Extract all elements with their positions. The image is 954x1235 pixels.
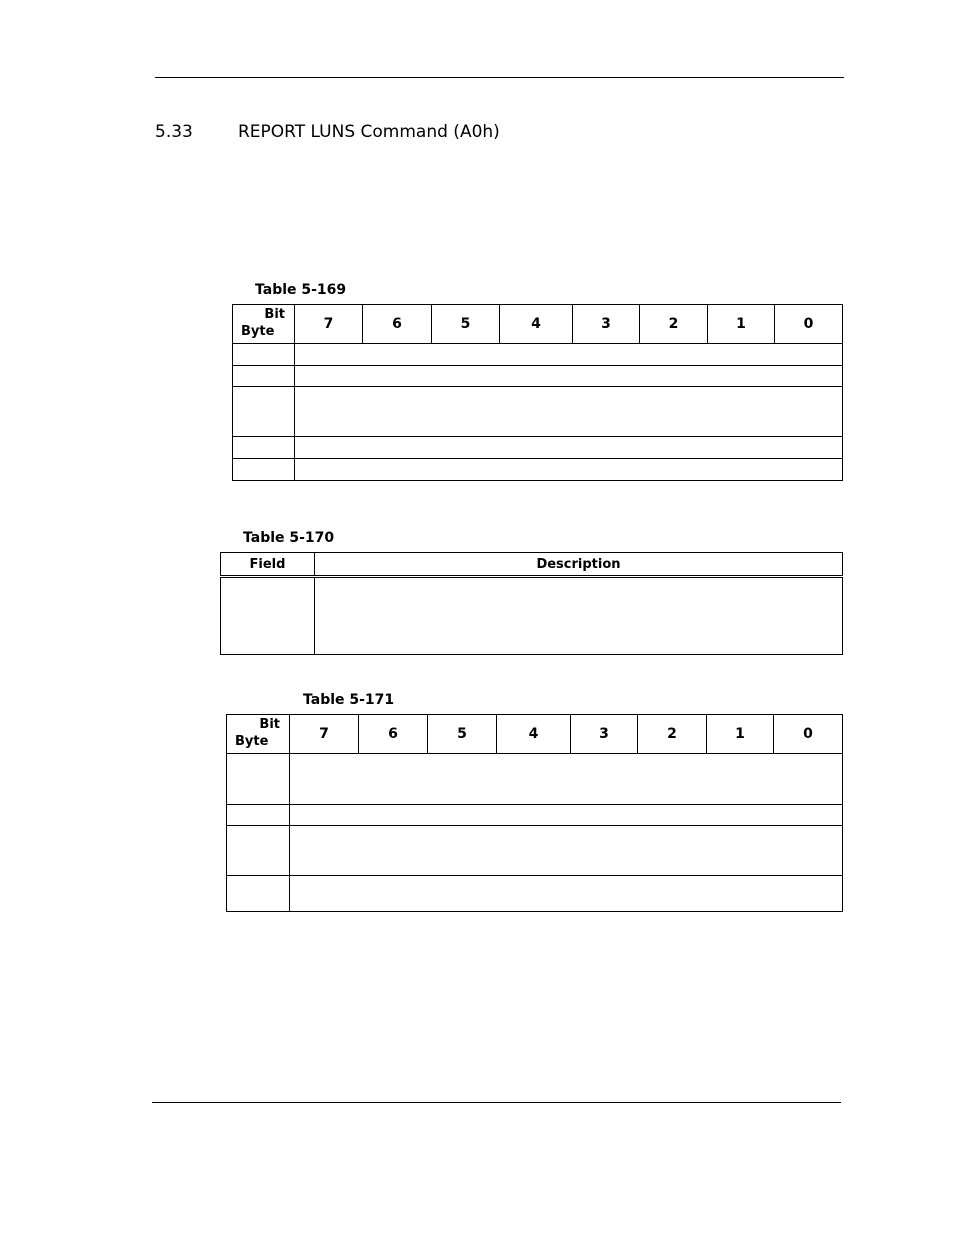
header-rule xyxy=(155,77,844,78)
table-row xyxy=(233,437,843,459)
bit-5-header: 5 xyxy=(428,715,497,754)
field-cell xyxy=(295,366,843,387)
table-171-caption: Table 5-171 xyxy=(303,692,395,708)
table-row xyxy=(227,805,843,826)
table-row xyxy=(233,387,843,437)
bit-byte-cell xyxy=(227,715,290,754)
bit-6-header: 6 xyxy=(359,715,428,754)
field-cell xyxy=(221,577,315,655)
section-number: 5.33 xyxy=(155,122,193,142)
field-cell xyxy=(290,826,843,876)
bit-4-header: 4 xyxy=(500,305,573,344)
field-cell xyxy=(295,387,843,437)
table-row xyxy=(233,459,843,481)
bit-7-header: 7 xyxy=(290,715,359,754)
byte-cell xyxy=(227,805,290,826)
table-row xyxy=(233,366,843,387)
byte-label: Byte xyxy=(235,734,269,749)
description-cell xyxy=(315,577,843,655)
table-row xyxy=(227,826,843,876)
bit-0-header: 0 xyxy=(775,305,843,344)
section-heading xyxy=(155,120,500,144)
footer-rule xyxy=(152,1102,841,1103)
bit-3-header: 3 xyxy=(571,715,638,754)
bit-label: Bit xyxy=(259,717,280,732)
description-header: Description xyxy=(315,553,843,577)
field-cell xyxy=(290,876,843,912)
field-cell xyxy=(290,805,843,826)
bit-7-header: 7 xyxy=(295,305,363,344)
table-169-header-row xyxy=(233,305,843,344)
field-cell xyxy=(295,344,843,366)
bit-0-header: 0 xyxy=(774,715,843,754)
byte-label: Byte xyxy=(241,324,275,339)
table-row xyxy=(233,344,843,366)
field-cell xyxy=(295,459,843,481)
bit-2-header: 2 xyxy=(638,715,707,754)
bit-label: Bit xyxy=(264,307,285,322)
byte-cell xyxy=(233,366,295,387)
byte-cell xyxy=(227,754,290,805)
bit-1-header: 1 xyxy=(708,305,775,344)
bit-2-header: 2 xyxy=(640,305,708,344)
table-row xyxy=(227,876,843,912)
byte-cell xyxy=(233,387,295,437)
byte-cell xyxy=(227,876,290,912)
byte-cell xyxy=(227,826,290,876)
table-row xyxy=(221,577,843,655)
field-header: Field xyxy=(221,553,315,577)
table-170 xyxy=(220,552,843,655)
table-170-header-row xyxy=(221,553,843,577)
field-cell xyxy=(295,437,843,459)
bit-3-header: 3 xyxy=(573,305,640,344)
byte-cell xyxy=(233,437,295,459)
bit-byte-cell xyxy=(233,305,295,344)
table-171 xyxy=(226,714,843,912)
table-row xyxy=(227,754,843,805)
section-title: REPORT LUNS Command (A0h) xyxy=(238,122,500,142)
bit-1-header: 1 xyxy=(707,715,774,754)
field-cell xyxy=(290,754,843,805)
table-171-header-row xyxy=(227,715,843,754)
table-169-caption: Table 5-169 xyxy=(255,282,347,298)
byte-cell xyxy=(233,459,295,481)
table-169 xyxy=(232,304,843,481)
bit-5-header: 5 xyxy=(432,305,500,344)
byte-cell xyxy=(233,344,295,366)
bit-4-header: 4 xyxy=(497,715,571,754)
table-170-caption: Table 5-170 xyxy=(243,530,335,546)
bit-6-header: 6 xyxy=(363,305,432,344)
